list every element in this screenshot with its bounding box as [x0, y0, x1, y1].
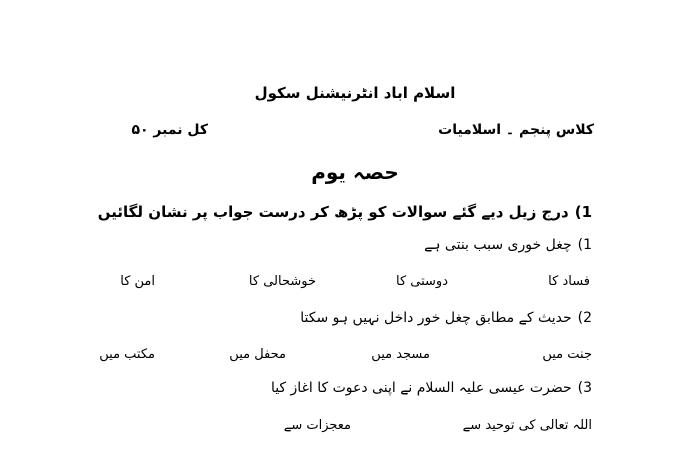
q1-option-3[interactable]: خوشحالی کا: [248, 274, 316, 289]
question-1: [424, 237, 592, 253]
q1-option-2[interactable]: دوستی کا: [396, 274, 448, 289]
q1-option-4[interactable]: امن کا: [120, 274, 155, 289]
q2-option-4[interactable]: مکتب میں: [99, 347, 155, 362]
total-marks: کل نمبر ۵۰: [131, 122, 208, 138]
question-3-text: حضرت عیسی علیہ السلام نے اپنی دعوت کا اغاز کیا: [270, 380, 572, 396]
section-title: حصہ یوم: [311, 160, 399, 184]
q2-option-2[interactable]: مسجد میں: [371, 347, 430, 362]
q1-option-1[interactable]: فساد کا: [548, 274, 590, 289]
q2-option-1[interactable]: جنت میں: [542, 347, 592, 362]
q2-option-3[interactable]: محفل میں: [229, 347, 286, 362]
q3-option-1[interactable]: اللہ تعالی کی توحید سے: [462, 418, 592, 433]
instruction-text: درج زیل دیے گئے سوالات کو پڑھ کر درست جواب پر نشان لگائیں: [97, 203, 569, 221]
question-1-text: چغل خوری سبب بنتی ہے: [424, 237, 572, 253]
school-name: اسلام اباد انٹرنیشنل سکول: [254, 84, 456, 102]
question-1-number: 1): [577, 237, 592, 253]
instruction-number: 1): [574, 203, 592, 221]
question-2-text: حدیث کے مطابق چغل خور داخل نہیں ہو سکتا: [300, 310, 572, 326]
question-2: [300, 310, 592, 326]
q3-option-2[interactable]: معجزات سے: [283, 418, 351, 433]
question-3-number: 3): [577, 380, 592, 396]
class-subject: کلاس پنجم ۔ اسلامیات: [438, 122, 594, 138]
instruction: [98, 203, 592, 221]
question-2-number: 2): [577, 310, 592, 326]
question-3: [271, 380, 592, 396]
